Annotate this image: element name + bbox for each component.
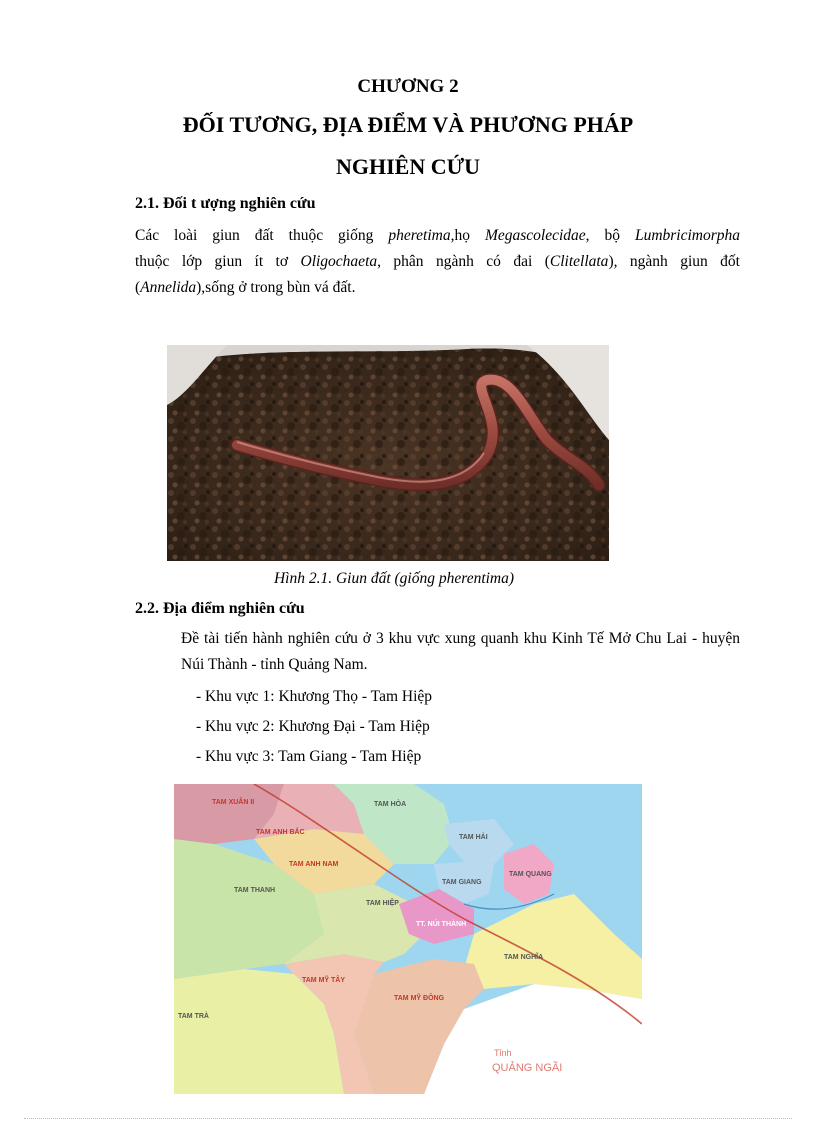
- paragraph-line: (Annelida),sống ở trong bùn vá đất.: [135, 279, 356, 296]
- map-label-tam-hoa: TAM HÒA: [374, 801, 407, 808]
- paragraph-line: Các loài giun đất thuộc giống pheretima,họ Megascolecidae, bộ Lumbricimorpha: [135, 227, 741, 244]
- map-label-tam-tra: TAM TRÀ: [178, 1013, 209, 1020]
- section-2-2-paragraph: Đề tài tiến hành nghiên cứu ở 3 khu vực xung quanh khu Kinh Tế Mở Chu Lai - huyện Núi Thành - tỉnh Quảng Nam.: [181, 630, 740, 673]
- area-item-1: - Khu vực 1: Khương Thọ - Tam Hiệp: [196, 688, 433, 705]
- earthworm-photo: [167, 345, 609, 561]
- area-item-2: - Khu vực 2: Khương Đại - Tam Hiệp: [196, 718, 430, 735]
- map-label-tam-nghia: TAM NGHĨA: [504, 954, 544, 961]
- paragraph-line: thuộc lớp giun ít tơ Oligochaeta, phân ngành có đai (Clitellata), ngành giun đốt: [135, 253, 740, 270]
- map-label-tam-hiep: TAM HIỆP: [366, 900, 399, 907]
- map-label-tam-anh-bac: TAM ANH BẮC: [256, 829, 305, 836]
- page-bottom-divider: [24, 1118, 792, 1119]
- chapter-title-line-1: ĐỐI TƯƠNG, ĐỊA ĐIỂM VÀ PHƯƠNG PHÁP: [182, 112, 634, 137]
- map-label-tam-quang: TAM QUANG: [509, 871, 552, 878]
- chapter-label: CHƯƠNG 2: [357, 76, 459, 97]
- figure-2-1-caption: Hình 2.1. Giun đất (giống pherentima): [273, 570, 515, 587]
- map-label-tam-anh-nam: TAM ANH NAM: [289, 861, 339, 868]
- map-label-tam-xuan: TAM XUÂN II: [212, 799, 255, 806]
- map-label-tam-thanh: TAM THANH: [234, 887, 276, 894]
- section-2-2-heading: 2.2. Địa điểm nghiên cứu: [135, 600, 305, 617]
- chapter-title-line-2: NGHIÊN CỨU: [335, 154, 481, 179]
- area-item-3: - Khu vực 3: Tam Giang - Tam Hiệp: [196, 748, 422, 765]
- map-label-tinh: Tỉnh: [494, 1048, 512, 1058]
- map-label-tam-my-tay: TAM MỸ TÂY: [302, 977, 346, 984]
- map-label-tam-hai: TAM HẢI: [459, 834, 488, 841]
- map-label-quang-ngai: QUẢNG NGÃI: [492, 1062, 563, 1074]
- map-label-tam-giang: TAM GIANG: [442, 879, 482, 886]
- map-label-tam-my-dong: TAM MỸ ĐÔNG: [394, 995, 445, 1002]
- section-2-1-paragraph: [135, 223, 740, 301]
- map-label-tt-nui-thanh: TT. NÚI THÀNH: [416, 921, 467, 928]
- study-area-map: [174, 784, 642, 1094]
- section-2-1-heading: 2.1. Đối t ượng nghiên cứu: [135, 195, 316, 212]
